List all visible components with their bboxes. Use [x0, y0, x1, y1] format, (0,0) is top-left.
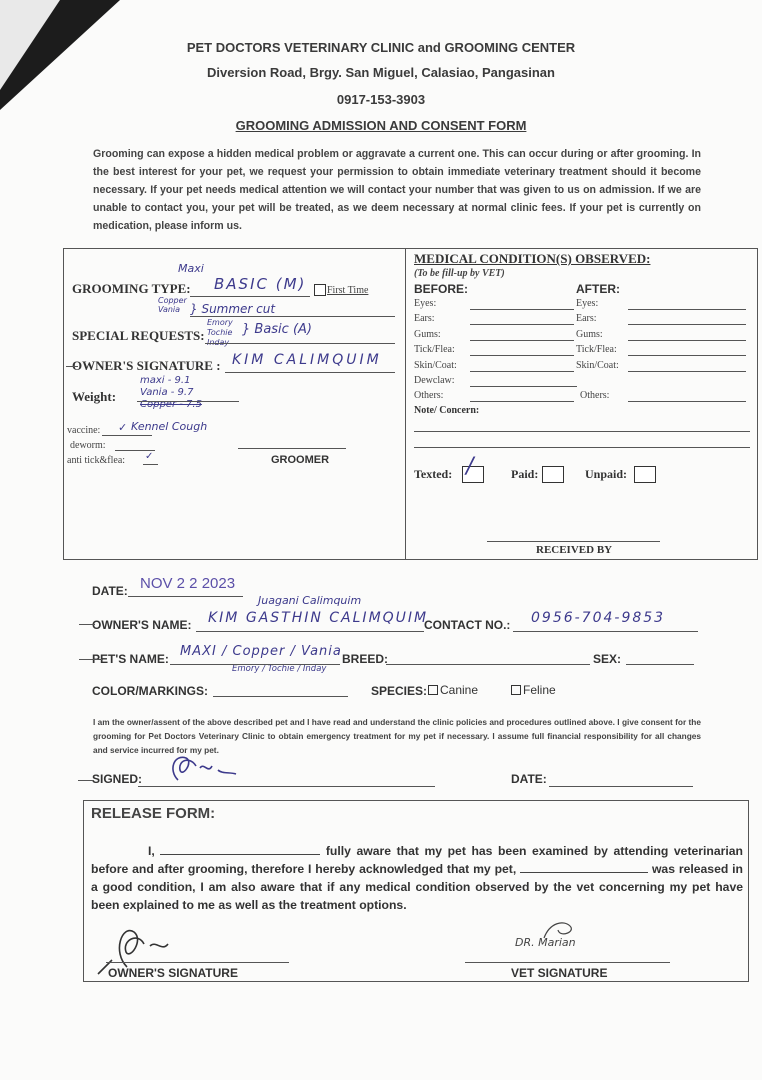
- clinic-name: PET DOCTORS VETERINARY CLINIC and GROOMING CENTER: [186, 40, 576, 55]
- contact-label: CONTACT NO.:: [424, 618, 511, 632]
- release-paragraph: [91, 842, 743, 914]
- signed-date-line: [549, 786, 693, 787]
- before-row-label: Eyes:: [414, 298, 437, 309]
- release-i-label: I,: [148, 844, 155, 858]
- after-row-label: Skin/Coat:: [576, 359, 619, 371]
- grooming-type-value[interactable]: BASIC (M): [214, 275, 307, 293]
- owner-signature-scribble: [160, 748, 240, 788]
- after-row-label: Tick/Flea:: [576, 344, 617, 356]
- first-time-label: First Time: [327, 285, 369, 296]
- color-line: [213, 696, 348, 697]
- special-requests-value[interactable]: } Basic (A): [242, 322, 312, 337]
- owner-name-strike: [79, 624, 95, 625]
- before-row-label: Ears:: [414, 313, 435, 325]
- texted-check-mark: /: [466, 454, 474, 479]
- note-line-2: [414, 447, 750, 448]
- before-row-label: Tick/Flea:: [414, 344, 455, 356]
- after-label: AFTER:: [576, 282, 620, 296]
- groomer-label: GROOMER: [271, 454, 330, 466]
- box-divider: [405, 248, 406, 560]
- pet-name-label: PET'S NAME:: [92, 652, 169, 666]
- after-row-line[interactable]: [628, 401, 746, 402]
- summer-cut-note: } Summer cut: [190, 302, 276, 316]
- before-row-line[interactable]: [470, 371, 574, 372]
- signed-strike: [78, 780, 94, 781]
- consent-paragraph: I am the owner/assent of the above described pet and I have read and understand the clinic policies and procedures outlined above. I give consent for the grooming for Pet Doctors Veterinary Clinic to obtain emergency treatment for my pet if necessary. I assume full financial responsibility for all changes and service incurred for my pet.: [93, 717, 701, 755]
- after-row-line[interactable]: [628, 340, 746, 341]
- canine-checkbox[interactable]: [428, 685, 438, 695]
- breed-label: BREED:: [342, 652, 389, 666]
- paid-checkbox[interactable]: [542, 466, 564, 483]
- antitick-label: anti tick&flea:: [67, 455, 126, 466]
- before-row-label: Others:: [414, 390, 444, 402]
- pet-name-value[interactable]: MAXI / Copper / Vania: [180, 644, 342, 659]
- special-requests-label: SPECIAL REQUESTS:: [72, 328, 205, 343]
- owner-strike: [66, 366, 78, 367]
- after-row-label: Others:: [580, 390, 610, 402]
- canine-label: Canine: [440, 683, 479, 697]
- date-value[interactable]: NOV 2 2 2023: [140, 575, 236, 592]
- contact-value[interactable]: 0956-704-9853: [531, 610, 666, 626]
- grooming-type-label: GROOMING TYPE:: [72, 281, 191, 296]
- pet-name-note: Emory / Tochie / Inday: [232, 664, 327, 674]
- release-owner-blank[interactable]: [160, 842, 320, 855]
- weight-label: Weight:: [72, 389, 117, 404]
- sex-label: SEX:: [593, 652, 622, 666]
- form-title: GROOMING ADMISSION AND CONSENT FORM: [235, 118, 527, 133]
- before-row-label: Dewclaw:: [414, 375, 455, 386]
- before-label: BEFORE:: [414, 282, 468, 296]
- after-row-line[interactable]: [628, 355, 746, 356]
- first-time-checkbox[interactable]: [314, 284, 326, 296]
- note-line-1: [414, 431, 750, 432]
- owner-name-line: [196, 631, 424, 632]
- texted-label: Texted:: [414, 467, 453, 481]
- clinic-phone: 0917-153-3903: [336, 92, 426, 107]
- release-pet-blank[interactable]: [520, 860, 648, 873]
- before-row-label: Gums:: [414, 328, 441, 340]
- pet-name-strike: [79, 659, 103, 660]
- clinic-address: Diversion Road, Brgy. San Miguel, Calasiao, Pangasinan: [207, 65, 555, 80]
- weight-line: [137, 401, 239, 402]
- after-row-line[interactable]: [628, 371, 746, 372]
- paid-label: Paid:: [511, 467, 539, 481]
- pet-name-line: [170, 664, 340, 665]
- after-row-line[interactable]: [628, 324, 746, 325]
- intro-paragraph: Grooming can expose a hidden medical problem or aggravate a current one. This can occur during or after grooming. In the best interest for your pet, we request your permission to obtain immediate veterinary treatment should it become necessary. If your pet needs medical attention we will contact your number that was given to us on admission. If we are unable to contact you, your pet will be treated, as we deem necessary at normal clinic fees. If your pet is currently on medication, please inform us.: [93, 148, 701, 232]
- date-label: DATE:: [92, 584, 128, 598]
- after-row-label: Gums:: [576, 328, 603, 340]
- vaccine-value[interactable]: Kennel Cough: [131, 420, 208, 433]
- sex-line: [626, 664, 694, 665]
- owner-signature-line: [225, 372, 395, 373]
- before-row-line[interactable]: [470, 340, 574, 341]
- received-by-label: RECEIVED BY: [536, 544, 613, 556]
- feline-checkbox[interactable]: [511, 685, 521, 695]
- vet-sig-line: [465, 962, 670, 963]
- signed-date-label: DATE:: [511, 772, 547, 786]
- deworm-label: deworm:: [70, 440, 106, 451]
- groomer-line: [238, 448, 346, 449]
- unpaid-checkbox[interactable]: [634, 466, 656, 483]
- vaccine-line: [102, 435, 152, 436]
- date-line: [128, 596, 243, 597]
- owner-name-value[interactable]: KIM GASTHIN CALIMQUIM: [208, 610, 429, 626]
- weight-vania: Vania - 9.7: [140, 387, 194, 398]
- after-row-label: Ears:: [576, 313, 597, 325]
- breed-line: [386, 664, 590, 665]
- before-row-line[interactable]: [470, 309, 574, 310]
- grooming-type-note: Maxi: [178, 262, 204, 275]
- feline-label: Feline: [523, 683, 556, 697]
- owner-signature-label: OWNER'S SIGNATURE :: [72, 358, 221, 373]
- color-label: COLOR/MARKINGS:: [92, 684, 208, 698]
- owner-name-label: OWNER'S NAME:: [92, 618, 192, 632]
- note-label: Note/ Concern:: [414, 405, 480, 416]
- before-row-line[interactable]: [470, 324, 574, 325]
- release-title: RELEASE FORM:: [91, 805, 216, 822]
- received-line: [487, 541, 660, 542]
- after-row-label: Eyes:: [576, 298, 599, 309]
- vet-sig-label: VET SIGNATURE: [511, 966, 608, 980]
- before-row-line[interactable]: [470, 386, 577, 387]
- vet-sig-value: DR. Marian: [515, 936, 576, 949]
- owner-signature-value[interactable]: KIM CALIMQUIM: [232, 352, 382, 368]
- antitick-line: [143, 464, 158, 465]
- vet-signature-scribble: [540, 916, 590, 944]
- unpaid-label: Unpaid:: [585, 467, 628, 481]
- medical-title: MEDICAL CONDITION(S) OBSERVED:: [414, 251, 651, 266]
- signed-label: SIGNED:: [92, 772, 143, 786]
- vaccine-check-mark: ✓: [118, 421, 128, 434]
- contact-line: [513, 631, 698, 632]
- special-requests-names: Emory Tochie Inday: [207, 318, 233, 347]
- species-label: SPECIES:: [371, 684, 428, 698]
- medical-subtitle: (To be fill-up by VET): [414, 268, 505, 279]
- before-row-line[interactable]: [470, 401, 574, 402]
- before-row-line[interactable]: [470, 355, 574, 356]
- vaccine-label: vaccine:: [67, 425, 101, 436]
- special-requests-line: [205, 343, 395, 344]
- weight-maxi: maxi - 9.1: [140, 375, 191, 386]
- release-text-2: was released in a good condition, I am also aware that if any medical condition observed by the vet concerning my pet have been explained to me as well as the treatment options.: [91, 862, 743, 912]
- before-row-label: Skin/Coat:: [414, 359, 457, 371]
- release-text-1: fully aware that my pet has been examined by attending veterinarian before and after grooming, therefore I hereby acknowledged that my pet,: [91, 844, 743, 876]
- after-row-line[interactable]: [628, 309, 746, 310]
- antitick-check-mark: ✓: [145, 451, 154, 462]
- signed-line: [138, 786, 435, 787]
- weight-copper: Copper - 7.5: [140, 399, 202, 410]
- owner-sig-line: [106, 962, 289, 963]
- owner-name-note: Juagani Calimquim: [258, 594, 362, 607]
- grooming-type-line: [190, 296, 310, 297]
- owner-sig-label: OWNER'S SIGNATURE: [108, 966, 238, 980]
- copper-vania-note: Copper Vania: [158, 296, 187, 314]
- grooming-type-line-2: [190, 316, 395, 317]
